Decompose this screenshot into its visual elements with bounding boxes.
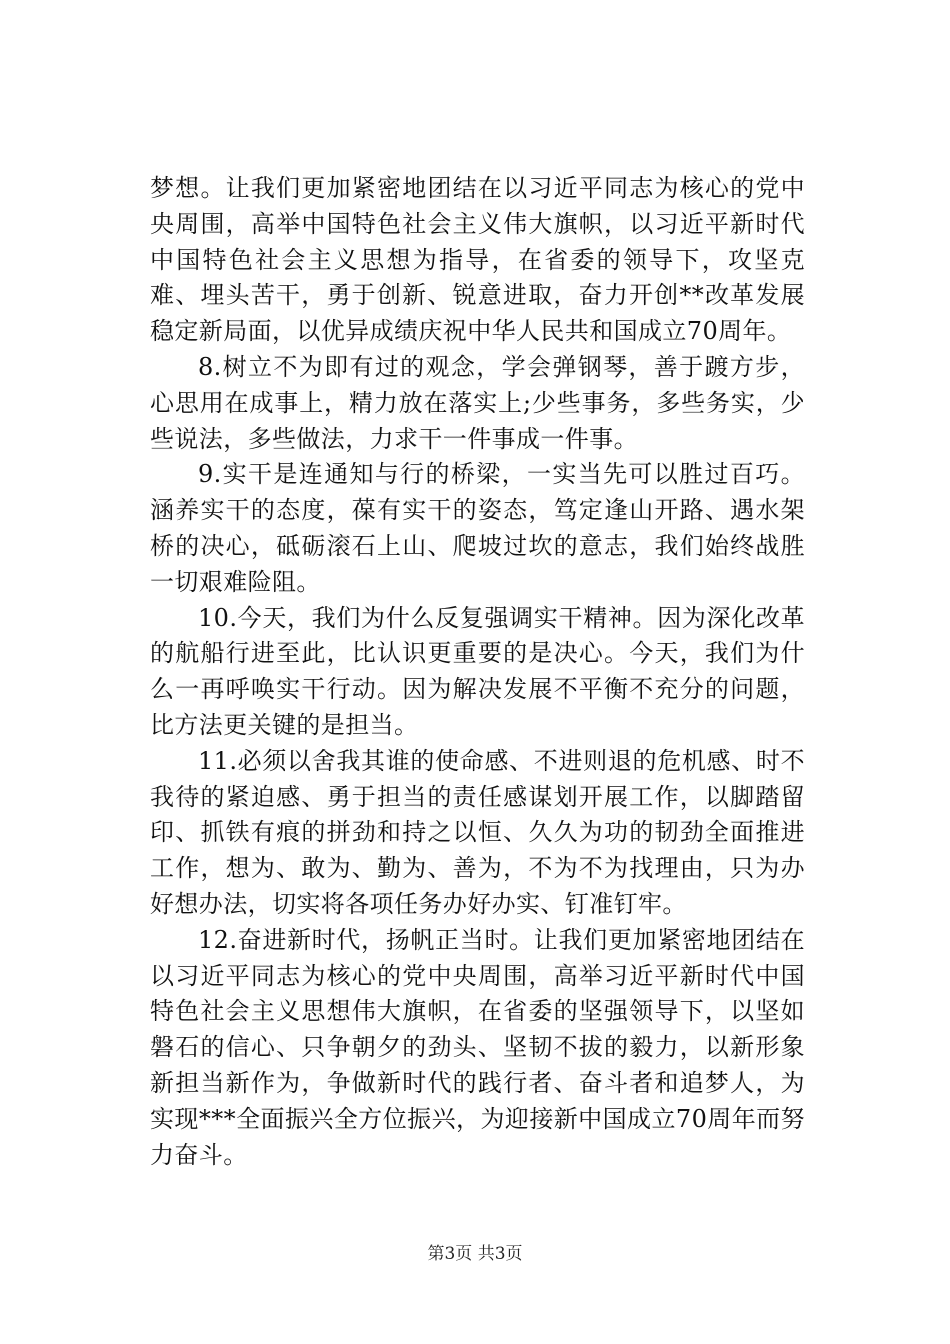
paragraph-continuation: 梦想。让我们更加紧密地团结在以习近平同志为核心的党中央周围，高举中国特色社会主义伟大旗帜，以习近平新时代中国特色社会主义思想为指导，在省委的领导下，攻坚克难、埋头苦干，勇于创新、锐意进取，奋力开创**改革发展稳定新局面，以优异成绩庆祝中华人民共和国成立70周年。 [150,174,805,346]
document-body [150,171,805,1173]
paragraph-item-12: 12.奋进新时代，扬帆正当时。让我们更加紧密地团结在以习近平同志为核心的党中央周围，高举习近平新时代中国特色社会主义思想伟大旗帜，在省委的坚强领导下，以坚如磐石的信心、只争朝夕的劲头、坚韧不拔的毅力，以新形象新担当新作为，争做新时代的践行者、奋斗者和追梦人，为实现***全面振兴全方位振兴，为迎接新中国成立70周年而努力奋斗。 [150,925,805,1169]
paragraph-item-9: 9.实干是连通知与行的桥梁，一实当先可以胜过百巧。涵养实干的态度，葆有实干的姿态，笃定逢山开路、遇水架桥的决心，砥砺滚石上山、爬坡过坎的意志，我们始终战胜一切艰难险阻。 [150,460,805,596]
page-number-footer: 第3页 共3页 [427,1244,523,1264]
paragraph-item-11: 11.必须以舍我其谁的使命感、不进则退的危机感、时不我待的紧迫感、勇于担当的责任感谋划开展工作，以脚踏留印、抓铁有痕的拼劲和持之以恒、久久为功的韧劲全面推进工作，想为、敢为、勤为、善为，不为不为找理由，只为办好想办法，切实将各项任务办好办实、钉准钉牢。 [150,746,805,918]
paragraph-item-10: 10.今天，我们为什么反复强调实干精神。因为深化改革的航船行进至此，比认识更重要的是决心。今天，我们为什么一再呼唤实干行动。因为解决发展不平衡不充分的问题，比方法更关键的是担当。 [150,603,805,739]
paragraph-item-8: 8.树立不为即有过的观念，学会弹钢琴，善于踱方步，心思用在成事上，精力放在落实上;少些事务，多些务实，少些说法，多些做法，力求干一件事成一件事。 [150,352,805,453]
